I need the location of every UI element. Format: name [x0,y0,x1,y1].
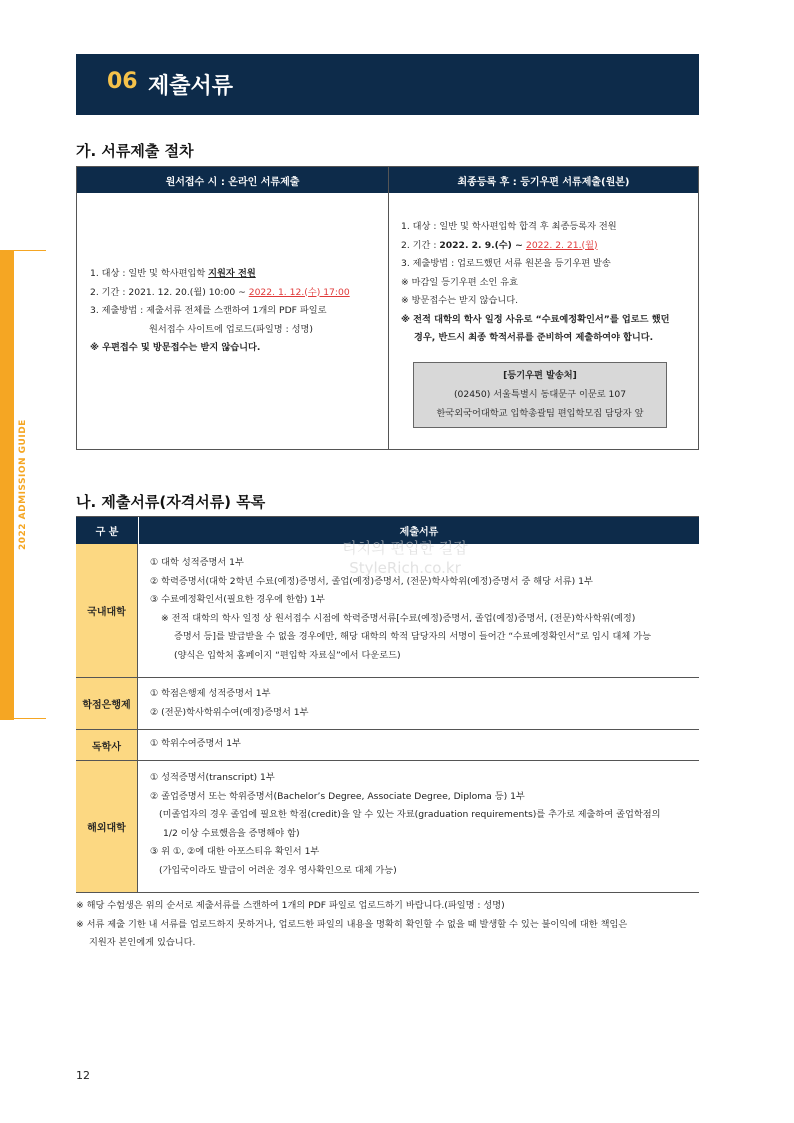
procedure-right-header: 최종등록 후 : 등기우편 서류제출(원본) [389,167,698,193]
watermark [320,538,490,578]
category-column-header: 구 분 [76,517,139,544]
mail-submission-details [401,218,669,348]
procedure-table [76,166,699,450]
list-item: ② (전문)학사학위수여(예정)증명서 1부 [150,706,309,718]
page-number: 12 [76,1069,90,1082]
mail-warning-note: ※ 전적 대학의 학사 일정 사유로 “수료예정확인서”를 업로드 했던 [401,313,670,325]
list-item: ① 성적증명서(transcript) 1부 [150,772,275,783]
online-method-line: 3. 제출방법 : 제출서류 전체를 스캔하여 1개의 PDF 파일로 [90,305,327,316]
list-item: (가입국이라도 발급이 어려운 경우 영사확인으로 대체 가능) [159,864,397,876]
side-accent-line-bottom [14,718,46,719]
list-item: (양식은 입학처 홈페이지 “편입학 자료실”에서 다운로드) [174,649,401,661]
chapter-header [76,54,699,115]
procedure-left-header: 원서접수 시 : 온라인 서류제출 [77,167,388,193]
chapter-title: 제출서류 [148,74,234,99]
mailing-address-line2: 한국외국어대학교 입학총괄팀 편입학모집 담당자 앞 [436,408,644,419]
online-note-line: ※ 우편접수 및 방문접수는 받지 않습니다. [90,342,261,353]
section-a-title: 가. 서류제출 절차 [76,142,194,160]
side-guide-label: 2022 ADMISSION GUIDE [18,419,28,550]
row-category-self-study: 독학사 [76,730,138,760]
online-method-line-2: 원서접수 사이트에 업로드(파일명 : 성명) [149,323,313,335]
mailing-address-box [413,362,667,428]
list-item: ③ 위 ①, ②에 대한 아포스티유 확인서 1부 [150,846,320,858]
note-line: ※ 해당 수험생은 위의 순서로 제출서류를 스캔하여 1개의 PDF 파일로 업로드하기 바랍니다.(파일명 : 성명) [76,900,505,911]
list-item: ① 대학 성적증명서 1부 [150,557,244,568]
list-item: 증명서 등]를 발급받을 수 없을 경우에만, 해당 대학의 학적 담당자의 서명이 들어간 “수료예정확인서”로 임시 대체 가능 [174,631,651,643]
mailing-address-title: [등기우편 발송처] [503,370,577,381]
list-item: 1/2 이상 수료했음을 증명해야 함) [163,827,300,839]
mail-visit-note: ※ 방문접수는 받지 않습니다. [401,295,519,306]
mail-period-line: 2. 기간 : 2022. 2. 9.(수) ~ 2022. 2. 21.(월) [401,239,598,251]
list-item: ※ 전적 대학의 학사 일정 상 원서접수 시점에 학력증명서류[수료(예정)증명서, 졸업(예정)증명서, (전문)학사학위(예정) [161,612,636,624]
list-item: (미졸업자의 경우 졸업에 필요한 학점(credit)을 알 수 있는 자료(graduation requirements)를 추가로 제출하여 졸업학점의 [159,809,661,821]
row-divider [76,729,699,730]
overseas-documents [150,769,660,881]
mailing-address-line1: (02450) 서울특별시 동대문구 이문로 107 [453,389,627,400]
watermark-line1: 티치의 편입한 길잡 [342,539,468,557]
credit-bank-documents [150,685,309,722]
mail-target-line: 1. 대상 : 일반 및 학사편입학 합격 후 최종등록자 전원 [401,221,617,232]
note-line: ※ 서류 제출 기한 내 서류를 업로드하지 못하거나, 업로드한 파일의 내용을 명확히 확인할 수 없을 때 발생할 수 있는 불이익에 대한 책임은 [76,918,628,930]
document-notes [76,897,627,953]
mail-postmark-note: ※ 마감일 등기우편 소인 유효 [401,276,519,288]
row-divider [76,677,699,678]
self-study-documents [150,735,241,754]
documents-column-header: 제출서류 [399,527,439,538]
side-accent-line-top [14,250,46,251]
section-b-title: 나. 제출서류(자격서류) 목록 [76,493,266,511]
note-line: 지원자 본인에게 있습니다. [89,937,196,948]
list-item: ① 학위수여증명서 1부 [150,738,241,749]
online-submission-details [90,265,350,358]
watermark-line2: StyleRich.co.kr [349,559,461,577]
list-item: ① 학점은행제 성적증명서 1부 [150,688,271,699]
online-target-line: 1. 대상 : 일반 및 학사편입학 지원자 전원 [90,268,256,279]
row-divider [76,760,699,761]
side-accent-bar [0,250,14,720]
list-item: ② 학력증명서(대학 2학년 수료(예정)증명서, 졸업(예정)증명서, (전문)학사학위(예정)증명서 중 해당 서류) 1부 [150,575,593,587]
online-period-line: 2. 기간 : 2021. 12. 20.(월) 10:00 ~ 2022. 1. 12.(수) 17:00 [90,286,350,298]
mail-warning-note-2: 경우, 반드시 최종 학적서류를 준비하여 제출하여야 합니다. [414,332,654,343]
row-category-credit-bank: 학점은행제 [76,678,138,729]
row-category-overseas: 해외대학 [76,761,138,892]
row-category-domestic: 국내대학 [76,544,138,677]
procedure-divider [388,167,389,449]
chapter-number: 06 [107,69,138,94]
list-item: ② 졸업증명서 또는 학위증명서(Bachelor’s Degree, Associate Degree, Diploma 등) 1부 [150,790,525,802]
mail-method-line: 3. 제출방법 : 업로드했던 서류 원본을 등기우편 발송 [401,258,611,269]
list-item: ③ 수료예정확인서(필요한 경우에 한함) 1부 [150,594,325,606]
